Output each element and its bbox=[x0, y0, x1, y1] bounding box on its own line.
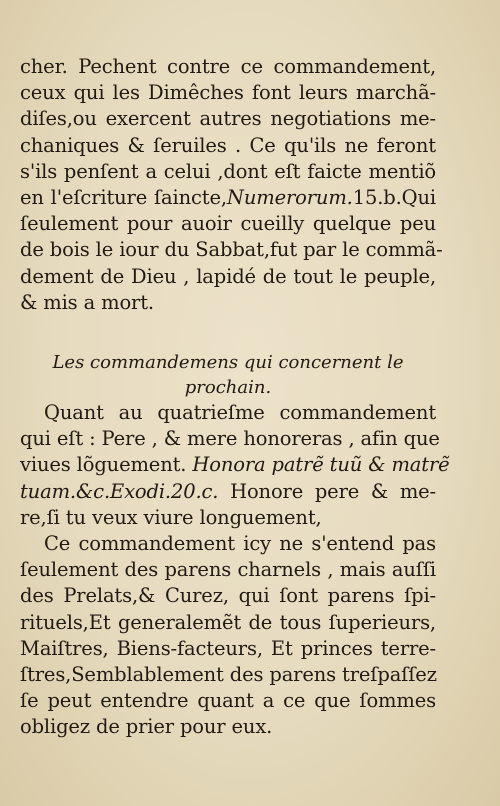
section-heading bbox=[20, 350, 436, 400]
paragraph-3 bbox=[20, 531, 436, 741]
text-line: des Prelats,& Curez, qui ſont parens ſpi- bbox=[20, 584, 436, 608]
text-line: dement de Dieu , lapidé de tout le peuple, bbox=[20, 264, 436, 288]
text-line bbox=[20, 185, 436, 211]
text-line: chaniques & ſeruiles . Ce qu'ils ne feront bbox=[20, 133, 436, 157]
text-line: ſeulement des parens charnels , mais auſſi bbox=[20, 558, 436, 582]
text-span: viues lõguement. bbox=[20, 453, 193, 477]
text-line: ceux qui les Dimêches font leurs marchã- bbox=[20, 81, 436, 105]
page-text bbox=[20, 54, 450, 741]
text-span: 15.b.Qui bbox=[352, 186, 436, 210]
citation-italic: Numerorum. bbox=[226, 186, 353, 210]
text-line: s'ils penſent a celui ,dont eſt faicte mentiõ bbox=[20, 159, 436, 183]
text-line: ſe peut entendre quant a ce que ſommes bbox=[20, 689, 436, 713]
text-line: qui eſt : Pere , & mere honoreras , afin que bbox=[20, 427, 440, 451]
heading-line: Les commandemens qui concernent le bbox=[52, 352, 404, 374]
text-line: rituels,Et generalemẽt de tous ſuperieurs, bbox=[20, 610, 436, 634]
text-line: obligez de prier pour eux. bbox=[20, 715, 273, 739]
text-line: re,ſi tu veux viure longuement, bbox=[20, 505, 322, 529]
text-line: de bois le iour du Sabbat,fut par le commã- bbox=[20, 238, 443, 262]
paragraph-2 bbox=[20, 400, 450, 531]
section-gap bbox=[20, 316, 436, 350]
text-line: Maiſtres, Biens-facteurs, Et princes terre- bbox=[20, 636, 436, 660]
text-line: cher. Pechent contre ce commandement, bbox=[20, 55, 436, 78]
text-line: diſes,ou exercent autres negotiations me- bbox=[20, 107, 436, 131]
text-line: & mis a mort. bbox=[20, 290, 154, 314]
text-line: ſtres,Semblablement des parens treſpaſſez bbox=[20, 663, 437, 687]
text-span: en l'eſcriture ſaincte, bbox=[20, 186, 227, 210]
text-line: Quant au quatrieſme commandement bbox=[44, 401, 436, 425]
citation-italic: Honora patrẽ tuũ & matrẽ bbox=[192, 453, 450, 477]
text-line bbox=[20, 479, 436, 505]
text-line bbox=[20, 452, 450, 478]
citation-italic: tuam.&c.Exodi.20.c. bbox=[20, 479, 219, 503]
heading-line: prochain. bbox=[184, 377, 272, 399]
text-line: ſeulement pour auoir cueilly quelque peu bbox=[20, 212, 436, 236]
text-span: Honore pere & me- bbox=[218, 479, 436, 503]
text-line: Ce commandement icy ne s'entend pas bbox=[44, 532, 436, 556]
paragraph-1 bbox=[20, 54, 443, 316]
